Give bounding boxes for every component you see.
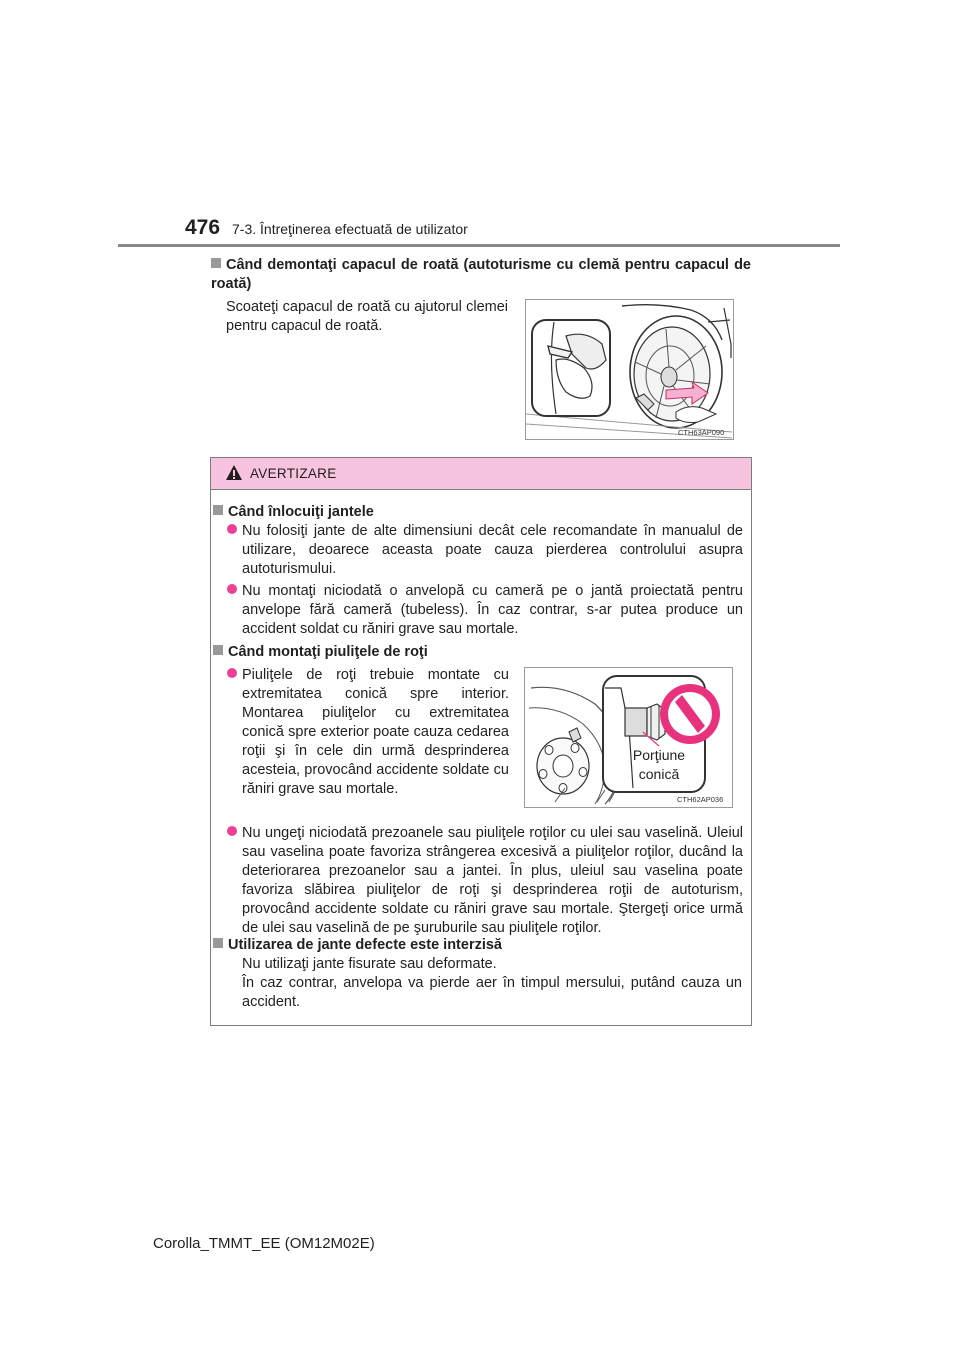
- group-heading-text: Când înlocuiţi jantele: [228, 504, 374, 520]
- group-heading-text: Când montaţi piuliţele de roţi: [228, 644, 428, 660]
- bullet-dot-icon: [227, 668, 237, 678]
- warning-item: [227, 824, 743, 938]
- wheel-cap-illustration: [526, 300, 733, 439]
- figure-code: CTH62AP036: [677, 795, 724, 804]
- square-bullet-icon: [213, 645, 223, 655]
- wheel-nut-figure: [524, 667, 733, 808]
- section-heading: [211, 256, 751, 294]
- page-number: 476: [185, 216, 221, 239]
- section-title: 7-3. Întreţinerea efectuată de utilizator: [232, 221, 468, 237]
- warning-body-line: Nu utilizaţi jante fisurate sau deformate.: [242, 956, 497, 972]
- warning-item: [227, 582, 743, 639]
- warning-item-text: Nu montaţi niciodată o anvelopă cu cameră pe o jantă proiectată pentru anvelope fără cameră (tubeless). În caz contrar, s-ar putea produce un accident soldat cu răniri grave sau mortale.: [242, 583, 743, 637]
- warning-item: [227, 666, 509, 799]
- warning-item-text: Piuliţele de roţi trebuie montate cu extremitatea conică spre interior. Montarea piuliţelor cu extremitatea conică spre exterior poate cauza cedarea roţii şi în cele din urmă desprinderea acesteia, provocând accidente soldate cu răniri grave sau mortale.: [242, 667, 509, 797]
- figure-code: CTH63AP090: [678, 428, 725, 437]
- footer-model-code: Corolla_TMMT_EE (OM12M02E): [153, 1235, 375, 1252]
- warning-body-line: În caz contrar, anvelopa va pierde aer în timpul mersului, putând cauza un accident.: [242, 975, 742, 1010]
- warning-box: [210, 457, 752, 1026]
- bullet-dot-icon: [227, 826, 237, 836]
- warning-group-heading: [213, 936, 747, 955]
- section-heading-text: Când demontaţi capacul de roată (autoturisme cu clemă pentru capacul de roată): [211, 257, 751, 292]
- wheel-cap-removal-figure: [525, 299, 734, 440]
- warning-group-heading: [213, 643, 747, 662]
- tapered-portion-label-line2: conică: [638, 766, 680, 782]
- warning-item: [227, 522, 743, 579]
- group-heading-text: Utilizarea de jante defecte este interzisă: [228, 937, 502, 953]
- warning-item-text: Nu folosiţi jante de alte dimensiuni decât cele recomandate în manualul de utilizare, deoarece aceasta poate cauza pierderea controlului asupra autoturismului.: [242, 523, 743, 577]
- square-bullet-icon: [213, 938, 223, 948]
- warning-item-text: Nu ungeţi niciodată prezoanele sau piuliţele roţilor cu ulei sau vaselină. Uleiul sau vaselina poate favoriza strângerea excesivă a piuliţelor roţilor, ducând la deteriorarea prezoanelor sau a jantei. În plus, uleiul sau vaselina poate favoriza slăbirea piuliţelor de roţi şi desprinderea roţii de autoturism, provocând accidente soldate cu răniri grave sau mortale. Ştergeţi orice urmă de ulei sau vaselină de pe şuruburile sau piuliţele roţilor.: [242, 825, 743, 936]
- square-bullet-icon: [211, 258, 221, 268]
- bullet-dot-icon: [227, 584, 237, 594]
- warning-title: AVERTIZARE: [250, 466, 337, 481]
- square-bullet-icon: [213, 505, 223, 515]
- warning-header: [211, 458, 751, 490]
- wheel-nut-illustration: [525, 668, 732, 807]
- warning-triangle-icon: [225, 464, 243, 481]
- header-rule: [118, 244, 840, 247]
- section-body: Scoateţi capacul de roată cu ajutorul clemei pentru capacul de roată.: [226, 299, 508, 334]
- warning-group-heading: [213, 503, 747, 522]
- bullet-dot-icon: [227, 524, 237, 534]
- tapered-portion-label-line1: Porţiune: [632, 747, 686, 763]
